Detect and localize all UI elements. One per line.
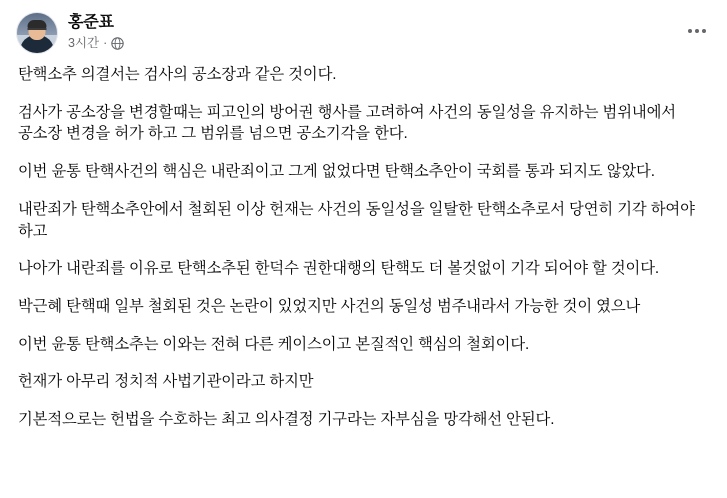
- avatar[interactable]: [16, 12, 58, 54]
- more-dot: [695, 29, 699, 33]
- post-paragraph: 내란죄가 탄핵소추안에서 철회된 이상 헌재는 사건의 동일성을 일탈한 탄핵소추로서 당연히 기각 하여야 하고: [18, 200, 695, 240]
- meta-separator: ·: [103, 36, 108, 51]
- post-paragraph: 기본적으로는 헌법을 수호하는 최고 의사결정 기구라는 자부심을 망각해선 안된다.: [18, 411, 555, 429]
- post-body: [0, 54, 727, 431]
- more-dot: [702, 29, 706, 33]
- author-name[interactable]: 홍준표: [68, 14, 114, 31]
- post-timestamp[interactable]: 3시간: [68, 36, 100, 51]
- author-block: [68, 12, 124, 51]
- post-paragraph: 이번 윤통 탄핵소추는 이와는 전혀 다른 케이스이고 본질적인 핵심의 철회이다.: [18, 335, 530, 353]
- more-dot: [688, 29, 692, 33]
- post-paragraph: 나아가 내란죄를 이유로 탄핵소추된 한덕수 권한대행의 탄핵도 더 볼것없이 기각 되어야 할 것이다.: [18, 260, 660, 278]
- post-paragraph: 이번 윤통 탄핵사건의 핵심은 내란죄이고 그게 없었다면 탄핵소추안이 국회를 통과 되지도 않았다.: [18, 163, 655, 181]
- globe-icon[interactable]: [111, 37, 124, 50]
- post-meta: [68, 36, 124, 51]
- post-paragraph: 검사가 공소장을 변경할때는 피고인의 방어권 행사를 고려하여 사건의 동일성을 유지하는 범위내에서 공소장 변경을 허가 하고 그 범위를 넘으면 공소기각을 한다.: [18, 103, 676, 143]
- more-options-icon[interactable]: [681, 20, 713, 42]
- avatar-glasses: [28, 28, 47, 35]
- post-header: [0, 0, 727, 54]
- post-paragraph: 탄핵소추 의결서는 검사의 공소장과 같은 것이다.: [18, 66, 337, 83]
- post-paragraph: 박근혜 탄핵때 일부 철회된 것은 논란이 있었지만 사건의 동일성 범주내라서 가능한 것이 였으나: [18, 298, 641, 316]
- post-paragraph: 헌재가 아무리 정치적 사법기관이라고 하지만: [18, 373, 314, 391]
